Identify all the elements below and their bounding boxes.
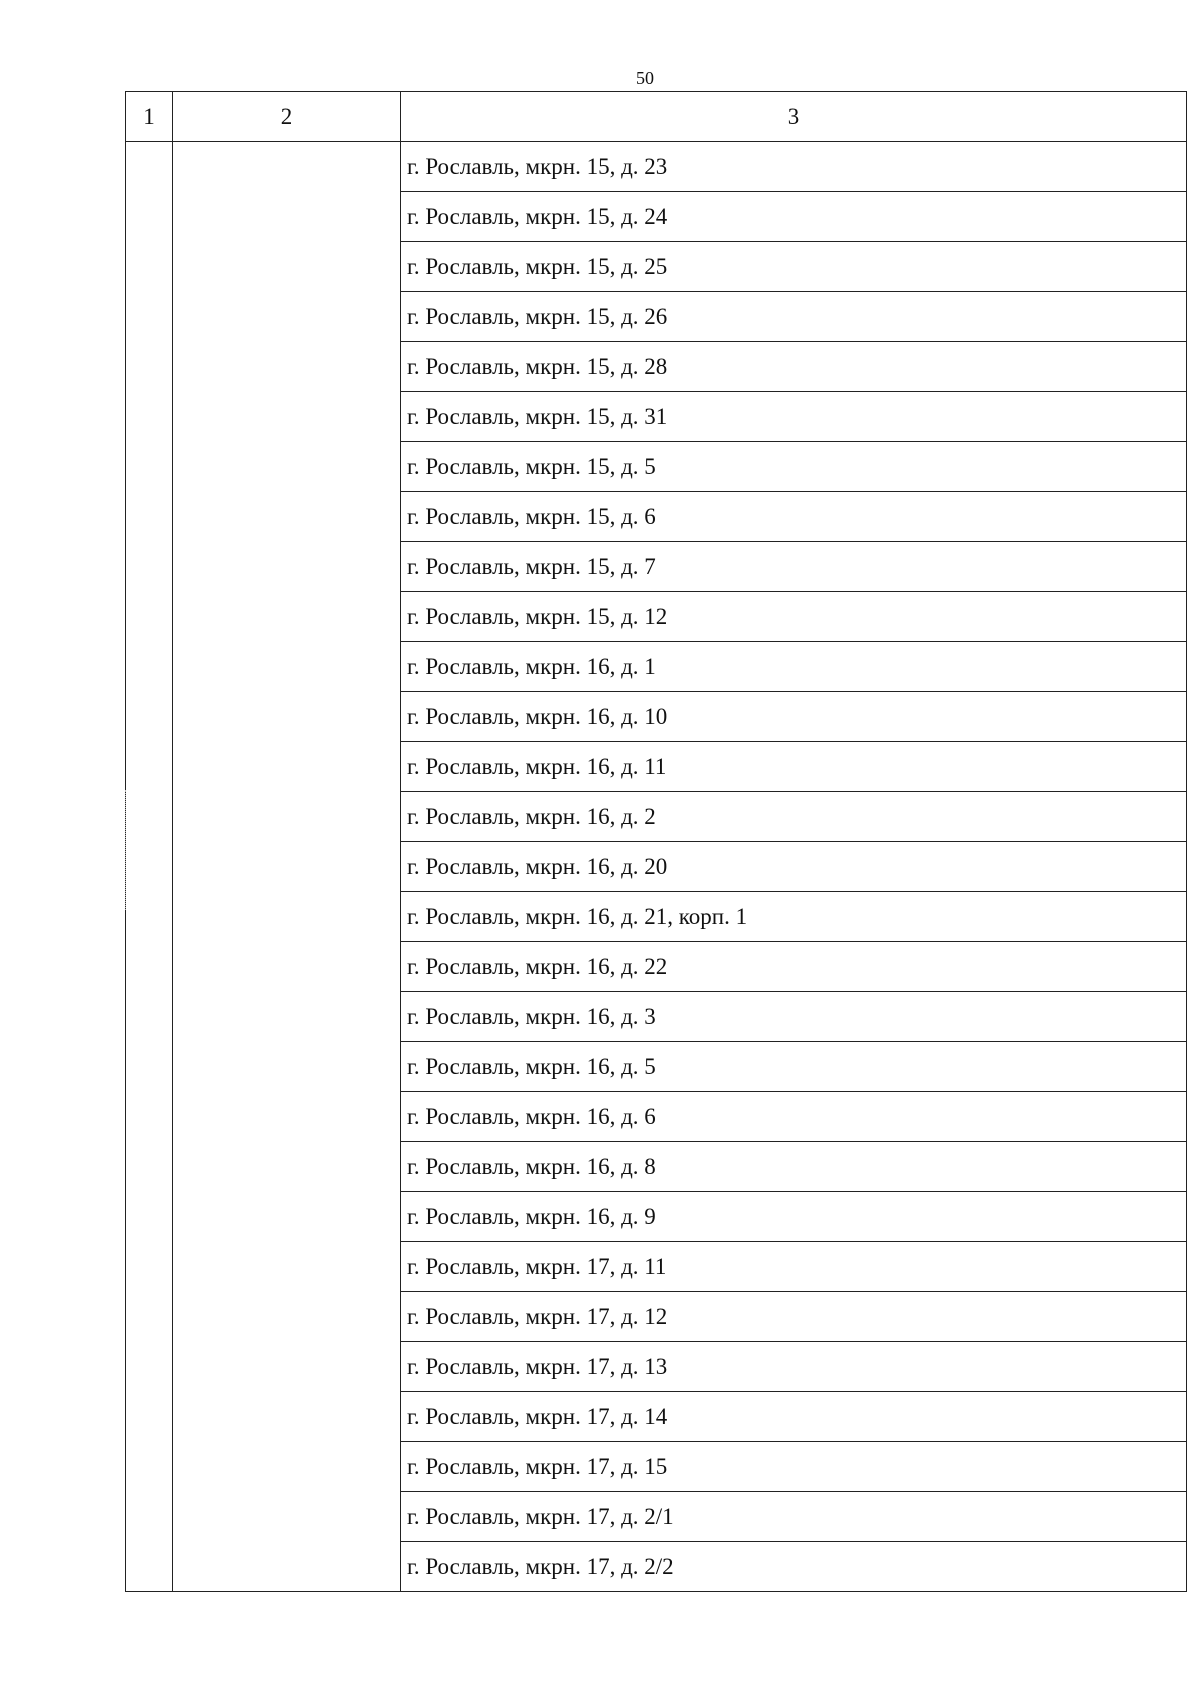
- address-cell: г. Рославль, мкрн. 17, д. 14: [401, 1392, 1187, 1442]
- address-cell: г. Рославль, мкрн. 16, д. 9: [401, 1192, 1187, 1242]
- address-cell: г. Рославль, мкрн. 16, д. 11: [401, 742, 1187, 792]
- address-cell: г. Рославль, мкрн. 17, д. 2/2: [401, 1542, 1187, 1592]
- address-cell: г. Рославль, мкрн. 16, д. 20: [401, 842, 1187, 892]
- address-cell: г. Рославль, мкрн. 16, д. 21, корп. 1: [401, 892, 1187, 942]
- address-cell: г. Рославль, мкрн. 15, д. 23: [401, 142, 1187, 192]
- column-header-1: 1: [126, 92, 173, 142]
- address-cell: г. Рославль, мкрн. 15, д. 28: [401, 342, 1187, 392]
- address-cell: г. Рославль, мкрн. 15, д. 25: [401, 242, 1187, 292]
- table-body: [126, 142, 1187, 1592]
- column-header-3: 3: [401, 92, 1187, 142]
- page-number: 50: [636, 68, 654, 88]
- address-cell: г. Рославль, мкрн. 15, д. 12: [401, 592, 1187, 642]
- address-cell: г. Рославль, мкрн. 17, д. 2/1: [401, 1492, 1187, 1542]
- address-cell: г. Рославль, мкрн. 15, д. 6: [401, 492, 1187, 542]
- address-cell: г. Рославль, мкрн. 16, д. 10: [401, 692, 1187, 742]
- column-header-2: 2: [173, 92, 401, 142]
- address-cell: г. Рославль, мкрн. 15, д. 24: [401, 192, 1187, 242]
- address-cell: г. Рославль, мкрн. 17, д. 12: [401, 1292, 1187, 1342]
- address-cell: г. Рославль, мкрн. 16, д. 22: [401, 942, 1187, 992]
- address-cell: г. Рославль, мкрн. 16, д. 2: [401, 792, 1187, 842]
- scan-artifact: [125, 790, 134, 910]
- table-row: [126, 142, 1187, 192]
- address-cell: г. Рославль, мкрн. 15, д. 5: [401, 442, 1187, 492]
- address-cell: г. Рославль, мкрн. 17, д. 11: [401, 1242, 1187, 1292]
- address-cell: г. Рославль, мкрн. 16, д. 1: [401, 642, 1187, 692]
- address-cell: г. Рославль, мкрн. 16, д. 6: [401, 1092, 1187, 1142]
- address-cell: г. Рославль, мкрн. 15, д. 31: [401, 392, 1187, 442]
- address-table: [125, 91, 1187, 1592]
- address-cell: г. Рославль, мкрн. 16, д. 3: [401, 992, 1187, 1042]
- address-cell: г. Рославль, мкрн. 15, д. 26: [401, 292, 1187, 342]
- address-cell: г. Рославль, мкрн. 16, д. 8: [401, 1142, 1187, 1192]
- address-cell: г. Рославль, мкрн. 17, д. 13: [401, 1342, 1187, 1392]
- column-2-cell: [173, 142, 401, 1592]
- header-row: [126, 92, 1187, 142]
- address-cell: г. Рославль, мкрн. 17, д. 15: [401, 1442, 1187, 1492]
- address-cell: г. Рославль, мкрн. 15, д. 7: [401, 542, 1187, 592]
- address-cell: г. Рославль, мкрн. 16, д. 5: [401, 1042, 1187, 1092]
